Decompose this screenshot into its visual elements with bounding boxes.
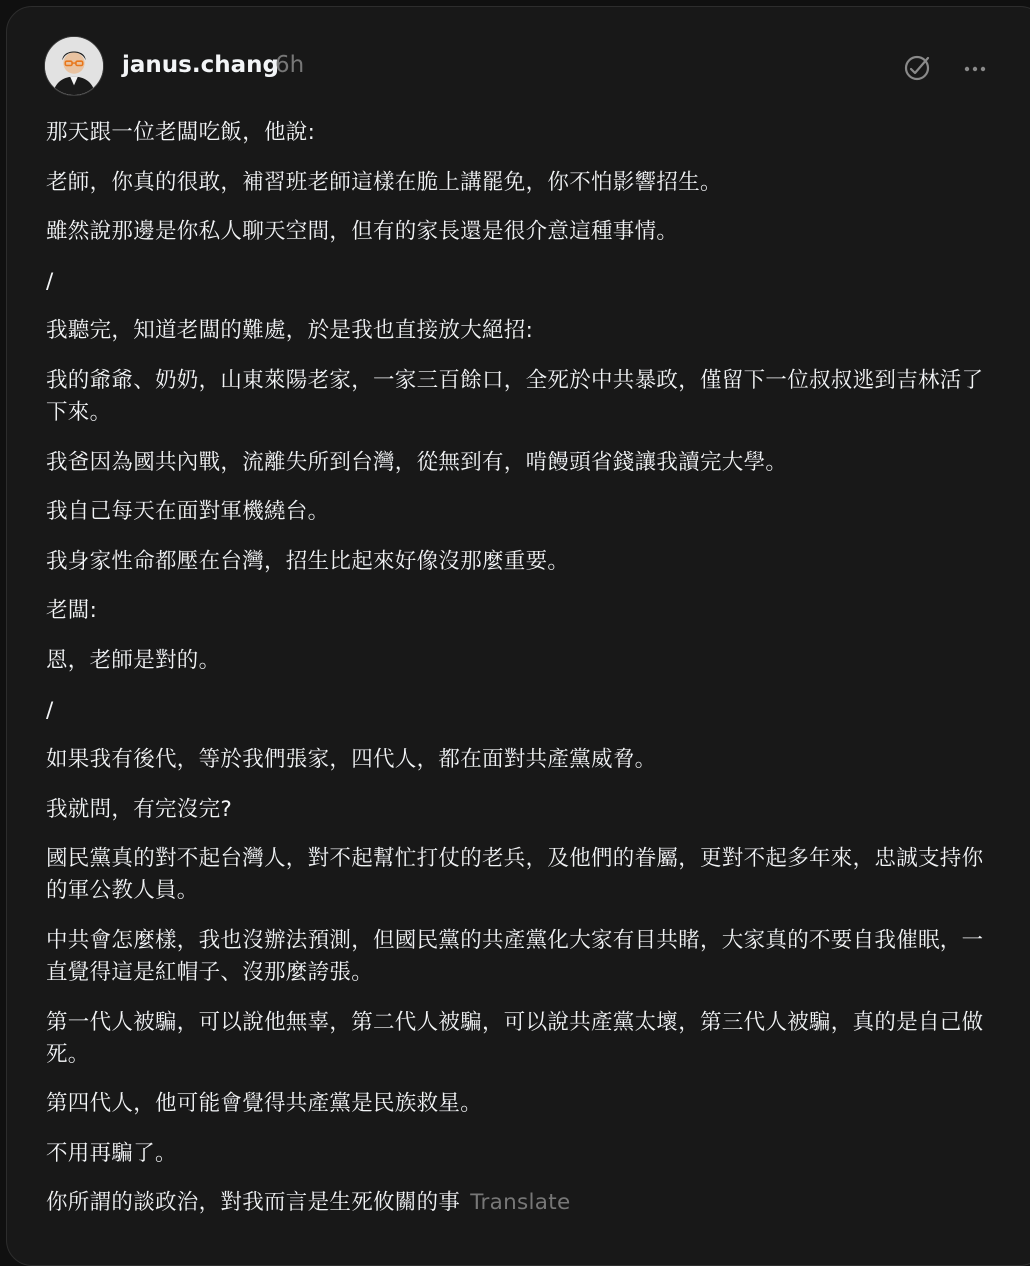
post-paragraph: 雖然說那邊是你私人聊天空間，但有的家長還是很介意這種事情。 [46,219,679,245]
translate-link[interactable]: Translate [470,1190,571,1216]
post-paragraph: 我爸因為國共內戰，流離失所到台灣，從無到有，啃饅頭省錢讓我讀完大學。 [46,449,788,475]
post-last-paragraph-text: 你所謂的談政治，對我而言是生死攸關的事 [46,1190,461,1216]
post-paragraph: 如果我有後代，等於我們張家，四代人，都在面對共產黨威脅。 [46,747,657,773]
avatar-illustration [45,37,103,95]
post-card [6,6,1030,1266]
more-options-icon[interactable] [960,54,990,84]
post-paragraph: 我就問，有完沒完? [46,796,233,822]
post-paragraph: 第一代人被騙，可以說他無辜，第二代人被騙，可以說共產黨太壞，第三代人被騙，真的是自己做死。 [46,1009,984,1067]
post-paragraph: 中共會怎麼樣，我也沒辦法預測，但國民黨的共產黨化大家有目共睹，大家真的不要自我催眠，一直覺得這是紅帽子、沒那麼誇張。 [46,927,984,985]
post-paragraph: 第四代人，他可能會覺得共產黨是民族救星。 [46,1091,483,1117]
post-paragraph: 我的爺爺、奶奶，山東萊陽老家，一家三百餘口，全死於中共暴政，僅留下一位叔叔逃到吉林活了下來。 [46,367,984,425]
post-separator: / [46,268,54,294]
post-last-paragraph [46,1187,996,1219]
author-username[interactable]: janus.chang [122,52,279,78]
post-paragraph: 老師，你真的很敢，補習班老師這樣在脆上講罷免，你不怕影響招生。 [46,169,722,195]
post-timestamp: 6h [275,52,305,78]
post-separator: / [46,697,54,723]
post-paragraph: 我自己每天在面對軍機繞台。 [46,499,330,525]
post-paragraph: 不用再騙了。 [46,1140,177,1166]
post-paragraph: 國民黨真的對不起台灣人，對不起幫忙打仗的老兵，及他們的眷屬，更對不起多年來，忠誠支持你的軍公教人員。 [46,846,984,904]
post-paragraph: 恩，老師是對的。 [46,647,221,673]
post-paragraph: 老闆: [46,598,98,624]
post-body [46,117,996,1237]
post-paragraph: 我聽完，知道老闆的難處，於是我也直接放大絕招: [46,318,534,344]
mute-icon[interactable] [901,52,933,84]
user-avatar-icon[interactable] [44,36,104,96]
post-paragraph: 我身家性命都壓在台灣，招生比起來好像沒那麼重要。 [46,548,570,574]
post-paragraph: 那天跟一位老闆吃飯，他說: [46,120,316,145]
